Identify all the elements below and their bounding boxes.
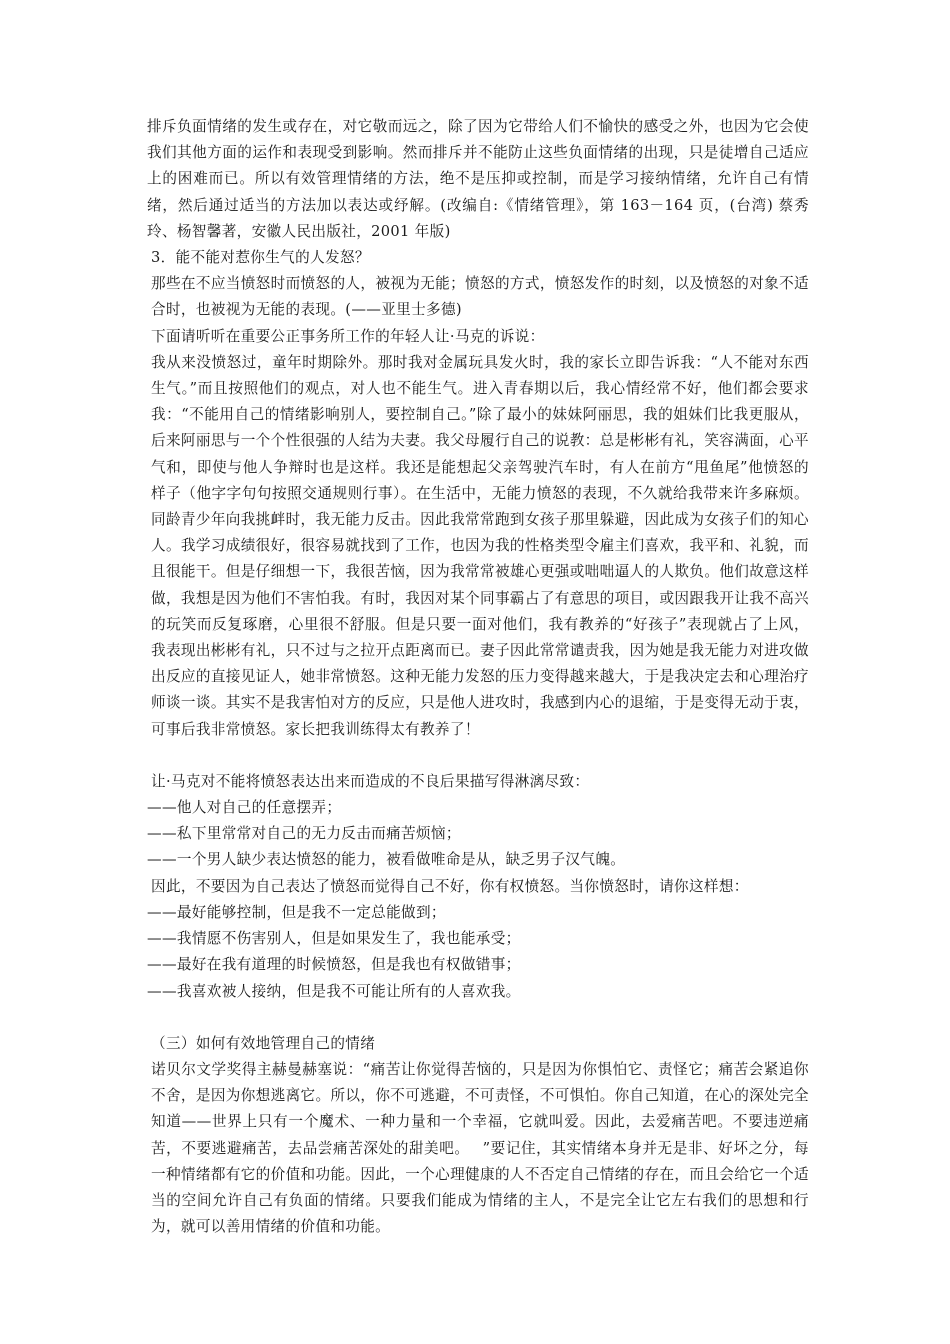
subheading-question-3: 3．能不能对惹你生气的人发怒？ [151, 249, 370, 267]
paragraph-right-to-anger: 因此，不要因为自己表达了愤怒而觉得自己不好，你有权愤怒。当你愤怒时，请你这样想： [151, 877, 749, 895]
spacer [147, 1005, 809, 1031]
section-heading-manage-emotions: （三）如何有效地管理自己的情绪 [151, 1034, 376, 1052]
spacer [147, 743, 809, 769]
list-item: ——他人对自己的任意摆弄； [147, 799, 342, 817]
paragraph-aristotle-quote: 那些在不应当愤怒时而愤怒的人，被视为无能；愤怒的方式，愤怒发作的时刻，以及愤怒的对象不适合时，也被视为无能的表现。(——亚里士多德) [151, 275, 809, 319]
paragraph-jean-marc-story: 我从来没愤怒过，童年时期除外。那时我对金属玩具发火时，我的家长立即告诉我：“人不能对东西生气。”而且按照他们的观点，对人也不能生气。进入青春期以后，我心情经常不好，他们都会要求我：“不能用自己的情绪影响别人，要控制自己。”除了最小的妹妹阿丽思，我的姐妹们比我更服从，后来阿丽思与一个个性很强的人结为夫妻。我父母履行自己的说教：总是彬彬有礼，笑容满面，心平气和，即使与他人争辩时也是这样。我还是能想起父亲驾驶汽车时，有人在前方“甩鱼尾”他愤怒的样子（他字字句句按照交通规则行事）。在生活中，无能力愤怒的表现，不久就给我带来许多麻烦。同龄青少年向我挑衅时，我无能力反击。因此我常常跑到女孩子那里躲避，因此成为女孩子们的知心人。我学习成绩很好，很容易就找到了工作，也因为我的性格类型令雇主们喜欢，我平和、礼貌，而且很能干。但是仔细想一下，我很苦恼，因为我常常被雄心更强或咄咄逼人的人欺负。他们故意这样做，我想是因为他们不害怕我。有时，我因对某个同事霸占了有意思的项目，或因跟我开让我不高兴的玩笑而反复琢磨，心里很不舒服。但是只要一面对他们，我有教养的“好孩子”表现就占了上风，我表现出彬彬有礼，只不过与之拉开点距离而已。妻子因此常常谴责我，因为她是我无能力对进攻做出反应的直接见证人，她非常愤怒。这种无能力发怒的压力变得越来越大，于是我决定去和心理治疗师谈一谈。其实不是我害怕对方的反应，只是他人进攻时，我感到内心的退缩，于是变得无动于衷，可事后我非常愤怒。家长把我训练得太有教养了！ [151, 353, 809, 738]
paragraph-consequences-intro: 让·马克对不能将愤怒表达出来而造成的不良后果描写得淋漓尽致： [151, 772, 590, 790]
list-item: ——我情愿不伤害别人，但是如果发生了，我也能承受； [147, 930, 521, 948]
paragraph-jean-marc-intro: 下面请听听在重要公正事务所工作的年轻人让·马克的诉说： [151, 327, 545, 345]
list-item: ——最好在我有道理的时候愤怒，但是我也有权做错事； [147, 956, 521, 974]
paragraph-hesse-quote: 诺贝尔文学奖得主赫曼赫塞说：“痛苦让你觉得苦恼的，只是因为你惧怕它、责怪它；痛苦会紧追你不舍，是因为你想逃离它。所以，你不可逃避，不可责怪，不可惧怕。你自己知道，在心的深处完全知道——世界上只有一个魔术、一种力量和一个幸福，它就叫爱。因此，去爱痛苦吧。不要违逆痛苦，不要逃避痛苦，去品尝痛苦深处的甜美吧。 ”要记住，其实情绪本身并无是非、好坏之分，每一种情绪都有它的价值和功能。因此，一个心理健康的人不否定自己情绪的存在，而且会给它一个适当的空间允许自己有负面的情绪。只要我们能成为情绪的主人，不是完全让它左右我们的思想和行为，就可以善用情绪的价值和功能。 [151, 1060, 809, 1236]
list-item: ——私下里常常对自己的无力反击而痛苦烦恼； [147, 825, 461, 843]
list-item: ——最好能够控制，但是我不一定总能做到； [147, 903, 446, 921]
list-item: ——我喜欢被人接纳，但是我不可能让所有的人喜欢我。 [147, 982, 521, 1000]
paragraph-emotion-acceptance: 排斥负面情绪的发生或存在，对它敬而远之，除了因为它带给人们不愉快的感受之外，也因为它会使我们其他方面的运作和表现受到影响。然而排斥并不能防止这些负面情绪的出现，只是徒增自己适应上的困难而已。所以有效管理情绪的方法，绝不是压抑或控制，而是学习接纳情绪，允许自己有情绪，然后通过适当的方法加以表达或纾解。(改编自:《情绪管理》，第 163－164 页，(台湾) 蔡秀玲、杨智馨著，安徽人民出版社，2001 年版) [147, 118, 809, 240]
document-body [147, 114, 809, 1240]
list-item: ——一个男人缺少表达愤怒的能力，被看做唯命是从，缺乏男子汉气魄。 [147, 851, 626, 869]
